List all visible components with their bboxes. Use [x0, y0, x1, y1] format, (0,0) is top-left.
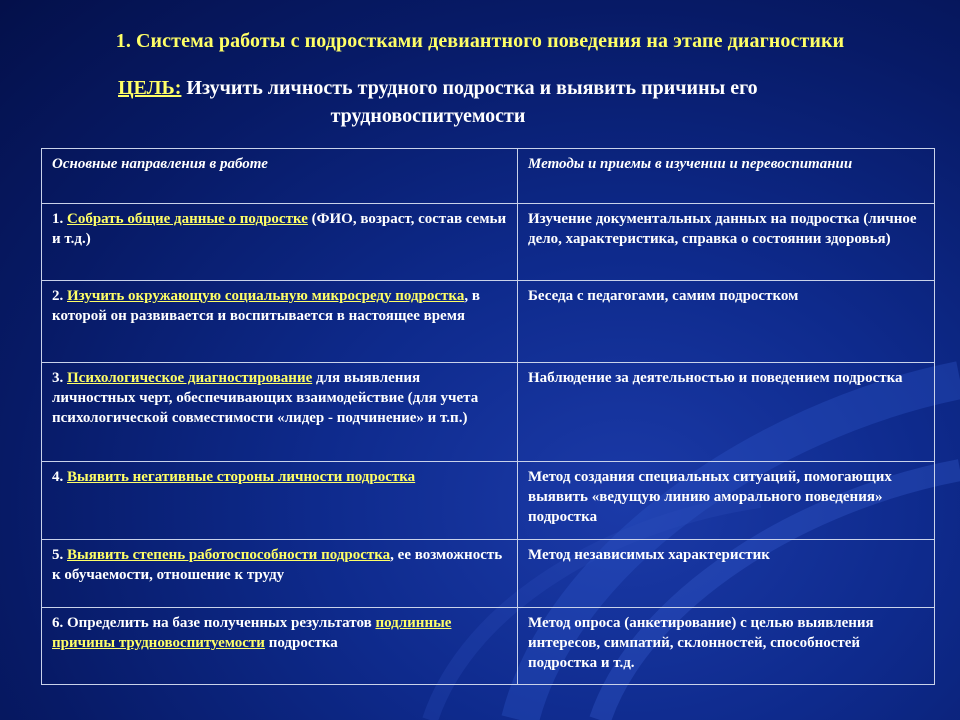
row-number: 3. [52, 370, 67, 386]
direction-text: (ФИО, возраст, состав семьи и т.д.) [52, 211, 507, 247]
direction-highlight: Изучить окружающую социальную микросреду подростка [67, 288, 465, 304]
goal-statement [118, 74, 898, 130]
direction-highlight: Выявить степень работоспособности подростка [67, 547, 391, 563]
direction-text: , ее возможность к обучаемости, отношение к труду [52, 547, 503, 583]
method-cell: Метод создания специальных ситуаций, помогающих выявить «ведущую линию аморального поведения» подростка [518, 462, 935, 540]
row-number: 2. [52, 288, 67, 304]
direction-cell [42, 363, 518, 462]
diagnostics-table [41, 148, 935, 685]
direction-text: подростка [264, 635, 338, 651]
row-number: 1. [52, 211, 67, 227]
method-cell: Изучение документальных данных на подростка (личное дело, характеристика, справка о состоянии здоровья) [518, 204, 935, 281]
direction-cell [42, 462, 518, 540]
method-cell: Наблюдение за деятельностью и поведением подростка [518, 363, 935, 462]
direction-highlight: подлинные причины трудновоспитуемости [52, 615, 452, 651]
row-number: 4. [52, 469, 67, 485]
row-number: 5. [52, 547, 67, 563]
direction-cell [42, 204, 518, 281]
direction-cell [42, 608, 518, 685]
method-cell: Метод независимых характеристик [518, 540, 935, 608]
table-row [42, 204, 935, 281]
row-number: 6. Определить на базе полученных результатов [52, 615, 376, 631]
table-row [42, 462, 935, 540]
direction-cell [42, 281, 518, 363]
goal-label: ЦЕЛЬ: [118, 77, 182, 99]
direction-text: для выявления личностных черт, обеспечивающих взаимодействие (для учета психологической совместимости «лидер - подчинение» и т.п.) [52, 370, 479, 426]
direction-highlight: Выявить негативные стороны личности подростка [67, 469, 416, 485]
goal-text-line1: Изучить личность трудного подростка и выявить причины его [181, 77, 758, 99]
direction-highlight: Психологическое диагностирование [67, 370, 313, 386]
table-row [42, 608, 935, 685]
direction-text: , в которой он развивается и воспитывается в настоящее время [52, 288, 480, 324]
table-row [42, 363, 935, 462]
page-title: 1. Система работы с подростками девиантного поведения на этапе диагностики [115, 30, 845, 52]
goal-text-line2: трудновоспитуемости [330, 105, 526, 127]
direction-cell [42, 540, 518, 608]
table-row [42, 281, 935, 363]
method-cell: Метод опроса (анкетирование) с целью выявления интересов, симпатий, склонностей, способностей подростка и т.д. [518, 608, 935, 685]
direction-highlight: Собрать общие данные о подростке [67, 211, 308, 227]
table-header-row [42, 149, 935, 204]
table-row [42, 540, 935, 608]
method-cell: Беседа с педагогами, самим подростком [518, 281, 935, 363]
header-directions: Основные направления в работе [42, 149, 518, 204]
header-methods: Методы и приемы в изучении и перевоспитании [518, 149, 935, 204]
